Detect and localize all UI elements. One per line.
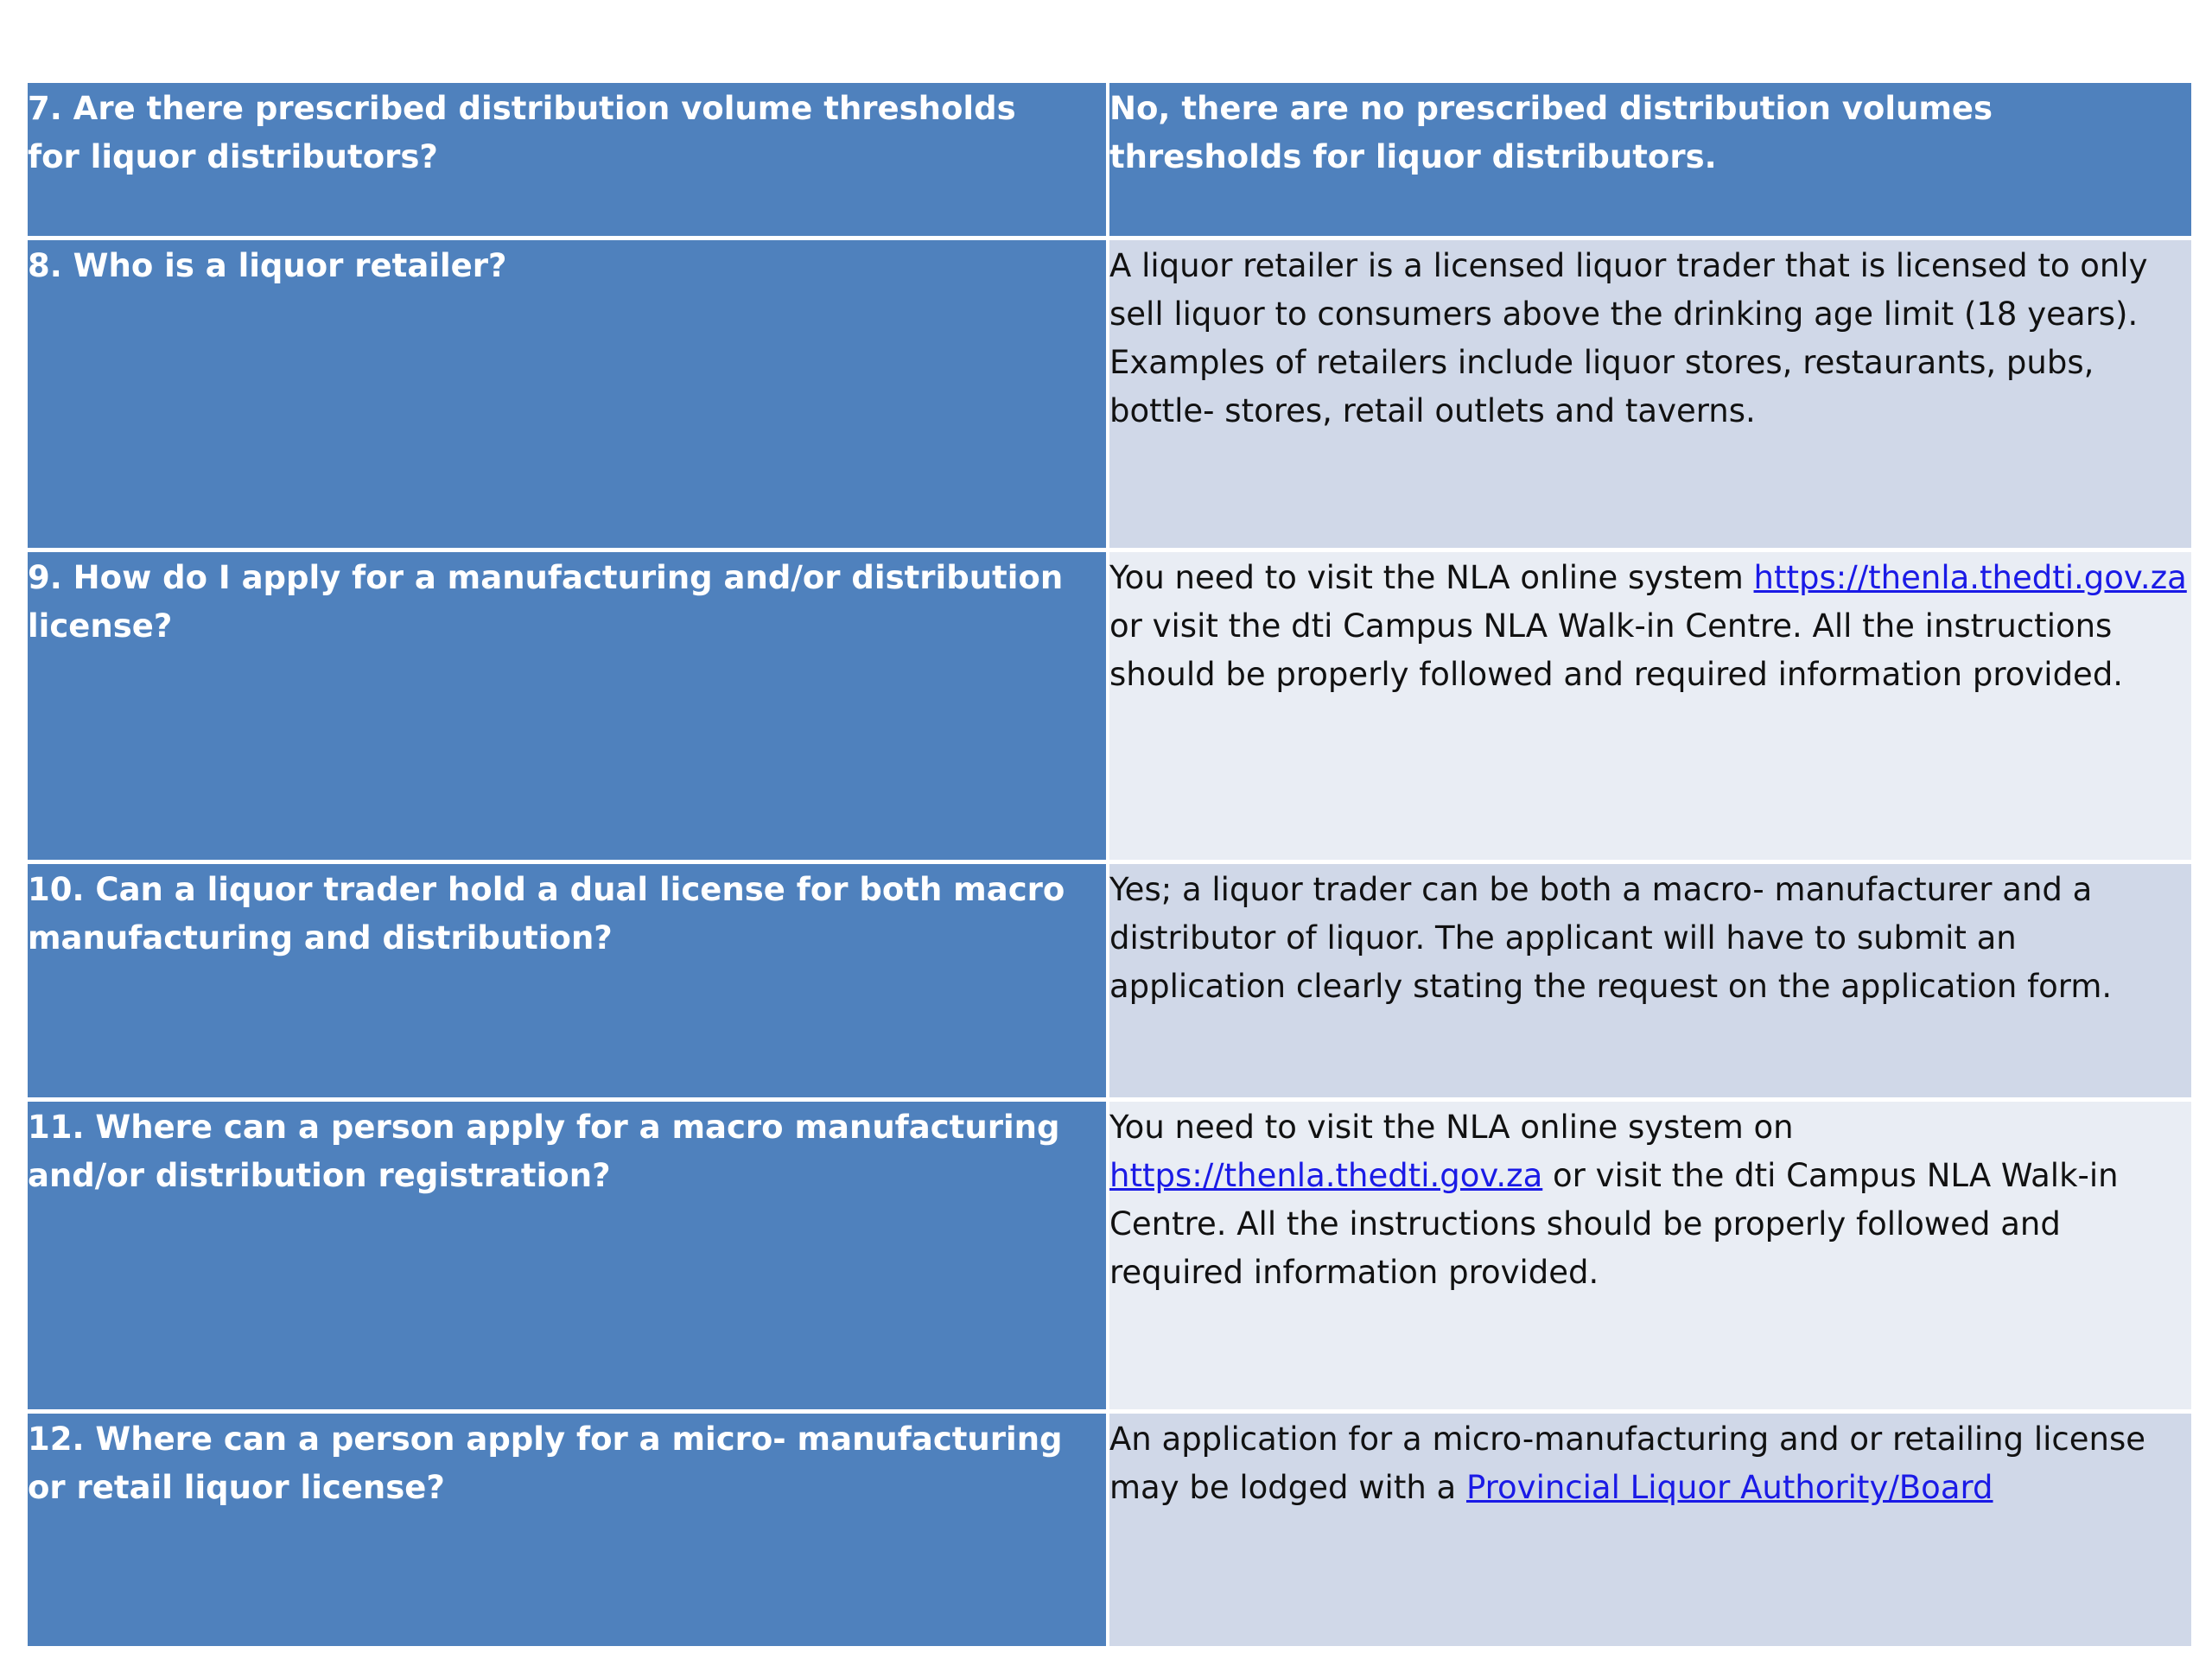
question-text: 10. Can a liquor trader hold a dual license for both macro manufacturing and distribution? <box>28 871 1065 957</box>
faq-question-9 <box>28 552 1106 860</box>
answer-text: You need to visit the NLA online system <box>1109 559 1754 596</box>
faq-answer-7 <box>1109 83 2191 236</box>
faq-question-8 <box>28 240 1106 548</box>
faq-question-11 <box>28 1102 1106 1409</box>
provincial-liquor-authority-link[interactable]: Provincial Liquor Authority/Board <box>1465 1469 1993 1506</box>
answer-text: Yes; a liquor trader can be both a macro- manufacturer and a distributor of liquor. The applicant will have to submit an application clearly stating the request on the application form. <box>1109 871 2113 1005</box>
faq-answer-8 <box>1109 240 2191 548</box>
faq-table <box>28 83 2188 1624</box>
faq-answer-11 <box>1109 1102 2191 1409</box>
answer-text-continued: or visit the dti Campus NLA Walk-in Centre. All the instructions should be properly followed and required information provided. <box>1109 607 2124 693</box>
nla-online-system-link[interactable]: https://thenla.thedti.gov.za <box>1109 1157 1543 1194</box>
faq-answer-9 <box>1109 552 2191 860</box>
faq-question-7 <box>28 83 1106 236</box>
question-text: 11. Where can a person apply for a macro manufacturing and/or distribution registration? <box>28 1109 1060 1194</box>
faq-question-12 <box>28 1414 1106 1646</box>
faq-answer-10 <box>1109 864 2191 1097</box>
question-text: 7. Are there prescribed distribution volume thresholds for liquor distributors? <box>28 90 1016 175</box>
faq-answer-12 <box>1109 1414 2191 1646</box>
answer-text: No, there are no prescribed distribution volumes thresholds for liquor distributors. <box>1109 90 1993 175</box>
answer-text: You need to visit the NLA online system on <box>1109 1109 1794 1146</box>
nla-online-system-link[interactable]: https://thenla.thedti.gov.za <box>1753 559 2187 596</box>
question-text: 9. How do I apply for a manufacturing and/or distribution license? <box>28 559 1064 645</box>
answer-text: An application for a micro-manufacturing and or retailing license may be lodged with a <box>1109 1421 2146 1506</box>
faq-question-10 <box>28 864 1106 1097</box>
question-text: 12. Where can a person apply for a micro- manufacturing or retail liquor license? <box>28 1421 1063 1506</box>
answer-text-continued: or visit the dti Campus NLA Walk-in Centre. All the instructions should be properly followed and required information provided. <box>1109 1157 2119 1291</box>
question-text: 8. Who is a liquor retailer? <box>28 247 507 284</box>
answer-text: A liquor retailer is a licensed liquor trader that is licensed to only sell liquor to consumers above the drinking age limit (18 years). Examples of retailers include liquor stores, restaurants, pubs, bottle- stores, retail outlets and taverns. <box>1109 247 2148 429</box>
